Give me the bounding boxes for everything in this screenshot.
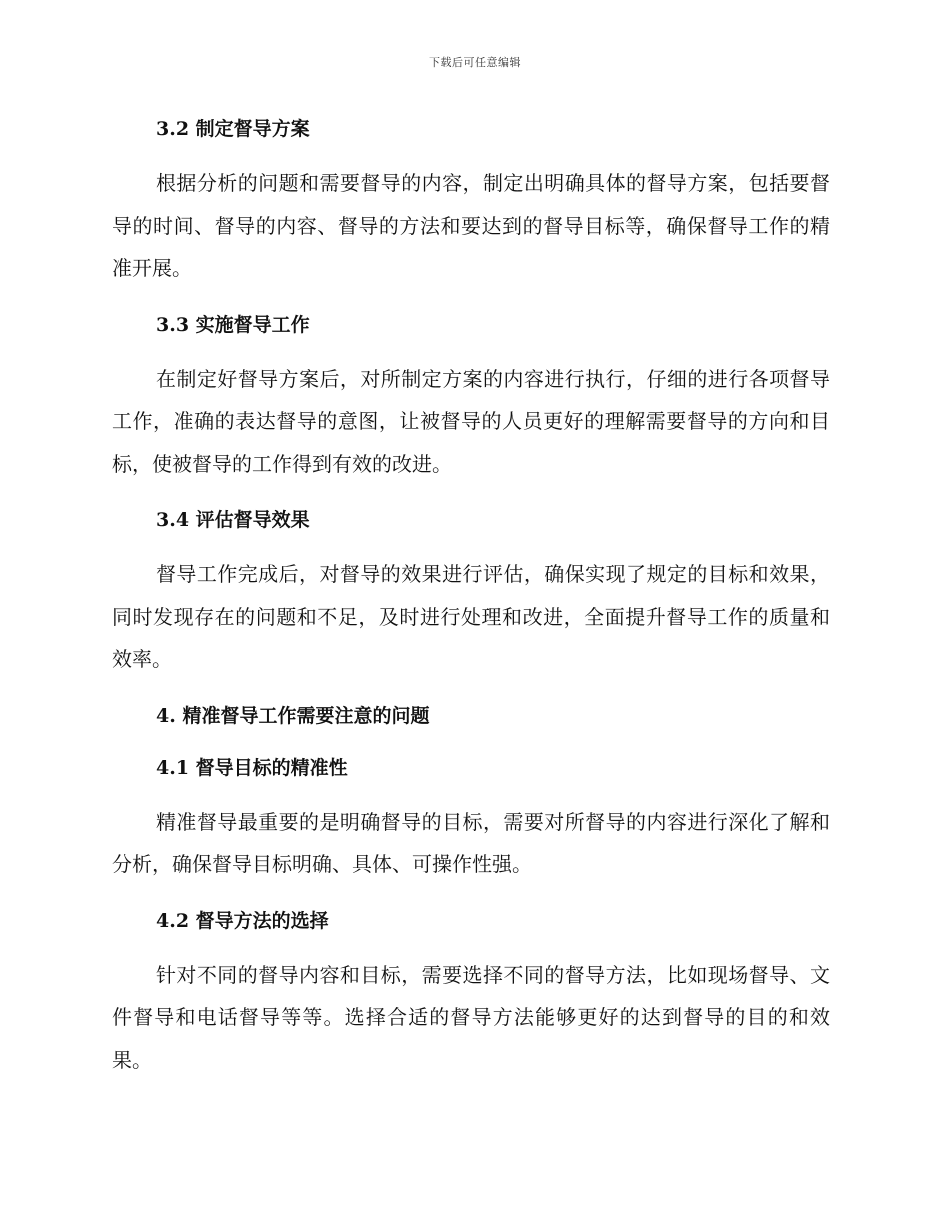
section-heading: 3.3 实施督导工作 bbox=[156, 313, 310, 336]
section-3-4 bbox=[112, 501, 830, 697]
section-paragraph: 针对不同的督导内容和目标，需要选择不同的督导方法，比如现场督导、文件督导和电话督导等等。选择合适的督导方法能够更好的达到督导的目的和效果。 bbox=[112, 962, 830, 1072]
section-paragraph: 督导工作完成后，对督导的效果进行评估，确保实现了规定的目标和效果，同时发现存在的问题和不足，及时进行处理和改进，全面提升督导工作的质量和效率。 bbox=[112, 562, 830, 671]
section-heading: 4. 精准督导工作需要注意的问题 bbox=[156, 704, 430, 727]
section-heading: 4.1 督导目标的精准性 bbox=[156, 756, 348, 779]
section-4-2 bbox=[112, 902, 830, 1082]
section-4-1 bbox=[112, 749, 830, 902]
section-heading: 3.4 评估督导效果 bbox=[156, 509, 310, 531]
section-4 bbox=[112, 697, 830, 749]
section-3-3 bbox=[112, 306, 830, 502]
header-note: 下载后可任意编辑 bbox=[429, 56, 521, 69]
section-paragraph: 在制定好督导方案后，对所制定方案的内容进行执行，仔细的进行各项督导工作，准确的表达督导的意图，让被督导的人员更好的理解需要督导的方向和目标，使被督导的工作得到有效的改进。 bbox=[112, 366, 830, 476]
section-heading: 4.2 督导方法的选择 bbox=[156, 909, 329, 932]
section-3-2 bbox=[112, 110, 830, 306]
section-paragraph: 根据分析的问题和需要督导的内容，制定出明确具体的督导方案，包括要督导的时间、督导的内容、督导的方法和要达到的督导目标等，确保督导工作的精准开展。 bbox=[112, 171, 830, 280]
section-heading: 3.2 制定督导方案 bbox=[156, 118, 310, 140]
section-paragraph: 精准督导最重要的是明确督导的目标，需要对所督导的内容进行深化了解和分析，确保督导目标明确、具体、可操作性强。 bbox=[112, 809, 830, 876]
document-body bbox=[112, 110, 830, 1081]
